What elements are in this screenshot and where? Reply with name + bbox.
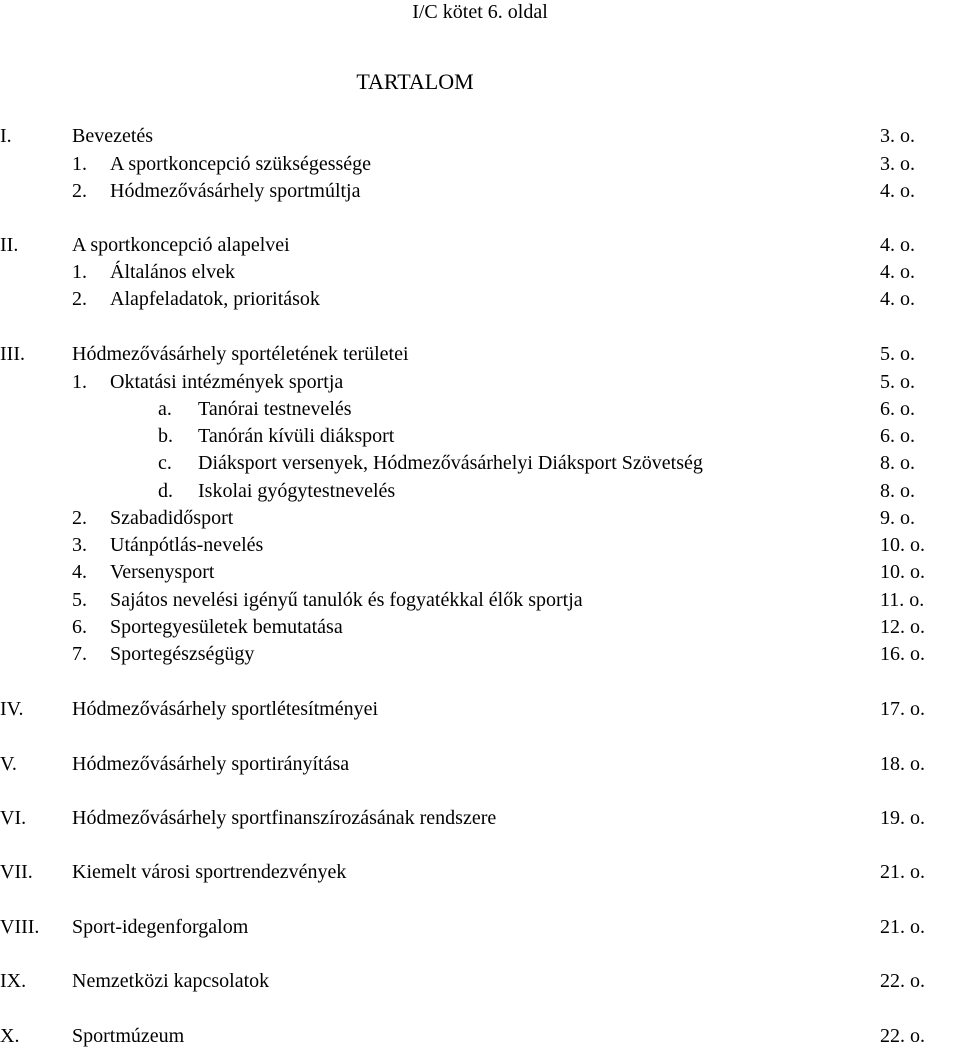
toc-page-number: 3. o. xyxy=(880,125,915,147)
toc-page-number: 11. o. xyxy=(880,589,925,611)
toc-entry-label: Hódmezővásárhely sportlétesítményei xyxy=(72,698,379,720)
toc-page-number: 6. o. xyxy=(880,425,915,447)
toc-page-number: 8. o. xyxy=(880,480,915,502)
toc-entry-label: Oktatási intézmények sportja xyxy=(110,371,344,393)
toc-page-number: 19. o. xyxy=(880,807,925,829)
toc-entry-label: Sport-idegenforgalom xyxy=(72,916,249,938)
toc-entry[interactable] xyxy=(0,287,960,311)
toc-section-number: 2. xyxy=(72,180,87,202)
toc-entry[interactable] xyxy=(0,124,960,148)
toc-entry[interactable] xyxy=(0,533,960,557)
toc-section-number: 3. xyxy=(72,534,87,556)
toc-chapter-number: IX. xyxy=(0,970,27,992)
toc-entry-label: A sportkoncepció alapelvei xyxy=(72,234,290,256)
toc-entry[interactable] xyxy=(0,1024,960,1048)
toc-entry[interactable] xyxy=(0,370,960,394)
toc-entry-label: Utánpótlás-nevelés xyxy=(110,534,264,556)
toc-entry[interactable] xyxy=(0,915,960,939)
toc-chapter-number: V. xyxy=(0,753,17,775)
toc-page-number: 22. o. xyxy=(880,1025,925,1047)
toc-entry[interactable] xyxy=(0,615,960,639)
toc-entry-label: Szabadidősport xyxy=(110,507,234,529)
toc-entry[interactable] xyxy=(0,424,960,448)
toc-subsection-letter: c. xyxy=(158,452,172,474)
toc-section-number: 5. xyxy=(72,589,87,611)
toc-page-number: 9. o. xyxy=(880,507,915,529)
toc-entry[interactable] xyxy=(0,588,960,612)
toc-entry-label: Iskolai gyógytestnevelés xyxy=(198,480,396,502)
toc-entry[interactable] xyxy=(0,260,960,284)
toc-entry[interactable] xyxy=(0,506,960,530)
toc-entry[interactable] xyxy=(0,451,960,475)
toc-chapter-number: X. xyxy=(0,1025,20,1047)
toc-page-number: 3. o. xyxy=(880,153,915,175)
toc-entry[interactable] xyxy=(0,969,960,993)
toc-entry[interactable] xyxy=(0,642,960,666)
toc-page-number: 21. o. xyxy=(880,916,925,938)
toc-entry-label: Tanórai testnevelés xyxy=(198,398,352,420)
toc-page-number: 4. o. xyxy=(880,234,915,256)
toc-entry-label: Alapfeladatok, prioritások xyxy=(110,288,320,310)
toc-entry-label: Nemzetközi kapcsolatok xyxy=(72,970,270,992)
toc-page-number: 10. o. xyxy=(880,561,925,583)
toc-subsection-letter: a. xyxy=(158,398,172,420)
toc-page-number: 5. o. xyxy=(880,371,915,393)
toc-page-number: 4. o. xyxy=(880,261,915,283)
toc-subsection-letter: b. xyxy=(158,425,173,447)
toc-page-number: 10. o. xyxy=(880,534,925,556)
toc-entry-label: Hódmezővásárhely sportfinanszírozásának rendszere xyxy=(72,807,497,829)
toc-entry-label: Sportegészségügy xyxy=(110,643,255,665)
toc-entry[interactable] xyxy=(0,560,960,584)
toc-page-number: 18. o. xyxy=(880,753,925,775)
page-header: I/C kötet 6. oldal xyxy=(412,1,548,23)
toc-entry[interactable] xyxy=(0,697,960,721)
toc-entry-label: Bevezetés xyxy=(72,125,154,147)
toc-entry-label: Sajátos nevelési igényű tanulók és fogyatékkal élők sportja xyxy=(110,589,583,611)
toc-entry-label: Tanórán kívüli diáksport xyxy=(198,425,395,447)
toc-entry-label: Diáksport versenyek, Hódmezővásárhelyi Diáksport Szövetség xyxy=(198,452,703,474)
page-title: TARTALOM xyxy=(356,69,474,94)
toc-entry[interactable] xyxy=(0,179,960,203)
toc-entry-label: Sportmúzeum xyxy=(72,1025,185,1047)
toc-entry-label: Hódmezővásárhely sportéletének területei xyxy=(72,343,409,365)
toc-entry[interactable] xyxy=(0,752,960,776)
toc-page-number: 8. o. xyxy=(880,452,915,474)
toc-page-number: 22. o. xyxy=(880,970,925,992)
toc-chapter-number: IV. xyxy=(0,698,24,720)
toc-section-number: 1. xyxy=(72,153,87,175)
toc-entry[interactable] xyxy=(0,397,960,421)
toc-section-number: 7. xyxy=(72,643,87,665)
toc-page-number: 21. o. xyxy=(880,861,925,883)
toc-entry[interactable] xyxy=(0,860,960,884)
toc-chapter-number: III. xyxy=(0,343,25,365)
toc-page-number: 12. o. xyxy=(880,616,925,638)
toc-page-number: 16. o. xyxy=(880,643,925,665)
toc-entry-label: Hódmezővásárhely sportmúltja xyxy=(110,180,361,202)
toc-page-number: 5. o. xyxy=(880,343,915,365)
toc-page-number: 17. o. xyxy=(880,698,925,720)
toc-subsection-letter: d. xyxy=(158,480,173,502)
toc-chapter-number: I. xyxy=(0,125,12,147)
toc-entry-label: Versenysport xyxy=(110,561,215,583)
toc-section-number: 2. xyxy=(72,507,87,529)
toc-chapter-number: VI. xyxy=(0,807,27,829)
toc-entry-label: Kiemelt városi sportrendezvények xyxy=(72,861,347,883)
toc-section-number: 4. xyxy=(72,561,87,583)
toc-section-number: 1. xyxy=(72,371,87,393)
toc-entry-label: Hódmezővásárhely sportirányítása xyxy=(72,753,350,775)
toc-chapter-number: VIII. xyxy=(0,916,40,938)
toc-page-number: 6. o. xyxy=(880,398,915,420)
toc-page-number: 4. o. xyxy=(880,288,915,310)
toc-entry[interactable] xyxy=(0,233,960,257)
toc-section-number: 2. xyxy=(72,288,87,310)
toc-entry-label: Sportegyesületek bemutatása xyxy=(110,616,343,638)
toc-chapter-number: II. xyxy=(0,234,19,256)
toc-page-number: 4. o. xyxy=(880,180,915,202)
toc-entry[interactable] xyxy=(0,342,960,366)
toc-entry[interactable] xyxy=(0,152,960,176)
toc-entry-label: Általános elvek xyxy=(110,261,235,283)
toc-section-number: 6. xyxy=(72,616,87,638)
toc-section-number: 1. xyxy=(72,261,87,283)
toc-entry-label: A sportkoncepció szükségessége xyxy=(110,153,372,175)
toc-entry[interactable] xyxy=(0,806,960,830)
toc-chapter-number: VII. xyxy=(0,861,33,883)
toc-entry[interactable] xyxy=(0,479,960,503)
